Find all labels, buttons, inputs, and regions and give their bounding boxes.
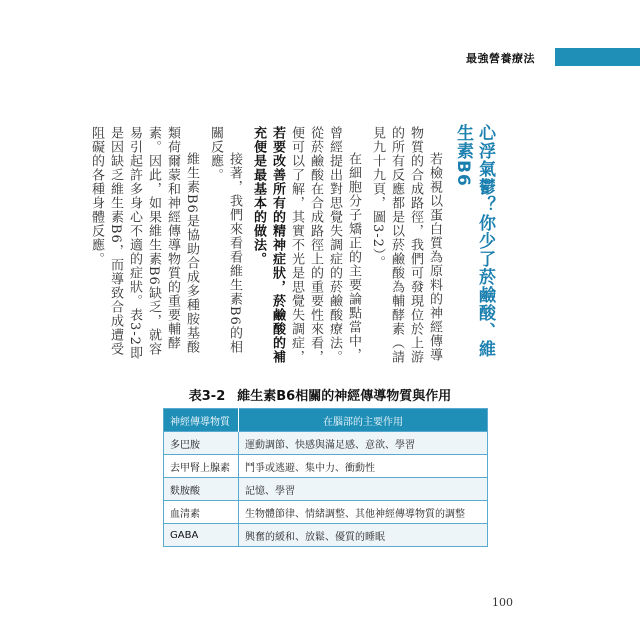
page-number: 100 — [492, 596, 513, 609]
paragraph: 接著，我們來看看維生素B6的相關反應。 — [208, 126, 242, 354]
header-accent-bar — [555, 48, 640, 66]
neurotransmitter-table — [163, 408, 488, 547]
table-title: 維生素B6相關的神經傳導物質與作用 — [237, 389, 452, 404]
substance-cell: 麩胺酸 — [164, 478, 239, 501]
table-row — [164, 455, 488, 478]
effect-cell: 運動調節、快感與滿足感、意欲、學習 — [239, 432, 488, 455]
effect-cell: 鬥爭或逃避、集中力、衝動性 — [239, 455, 488, 478]
paragraph — [249, 126, 363, 364]
table-row — [164, 501, 488, 524]
substance-cell: 多巴胺 — [164, 432, 239, 455]
body-text — [89, 126, 444, 364]
column-header: 在腦部的主要作用 — [239, 409, 488, 432]
section-title: 心浮氣鬱？你少了菸鹼酸、維生素B6 — [453, 124, 495, 358]
substance-cell: GABA — [164, 524, 239, 547]
paragraph-text: 在細胞分子矯正的主要論點當中，曾經提出對思覺失調症的菸鹼酸療法。從菸鹼酸在合成路徑上的重要性來看，便可以了解，其實不光是思覺失調症， — [289, 126, 361, 364]
paragraph: 若檢視以蛋白質為原料的神經傳導物質的合成路徑，我們可發現位於上游的所有反應都是以菸鹼酸為輔酵素（請見九十九頁，圖3-2）。 — [370, 126, 442, 364]
paragraph: 維生素B6是協助合成多種胺基酸類荷爾蒙和神經傳導物質的重要輔酵素。因此，如果維生素B6缺乏，就容易引起許多身心不適的症狀。表3-2即是因缺乏維生素B6，而導致合成遭受阻礙的各種身體反應。 — [89, 126, 199, 360]
emphasis-text: 若要改善所有的精神症狀，菸鹼酸的補充便是最基本的做法。 — [251, 126, 285, 364]
table-number: 表3-2 — [188, 389, 226, 404]
table-caption — [0, 385, 640, 404]
table-row — [164, 478, 488, 501]
substance-cell: 血清素 — [164, 501, 239, 524]
effect-cell: 興奮的緩和、放鬆、優質的睡眠 — [239, 524, 488, 547]
effect-cell: 生物體節律、情緒調整、其他神經傳導物質的調整 — [239, 501, 488, 524]
substance-cell: 去甲腎上腺素 — [164, 455, 239, 478]
column-header: 神經傳導物質 — [164, 409, 239, 432]
running-header: 最強營養療法 — [466, 52, 535, 65]
table-row — [164, 524, 488, 547]
effect-cell: 記憶、學習 — [239, 478, 488, 501]
table-header-row — [164, 409, 488, 432]
table-row — [164, 432, 488, 455]
